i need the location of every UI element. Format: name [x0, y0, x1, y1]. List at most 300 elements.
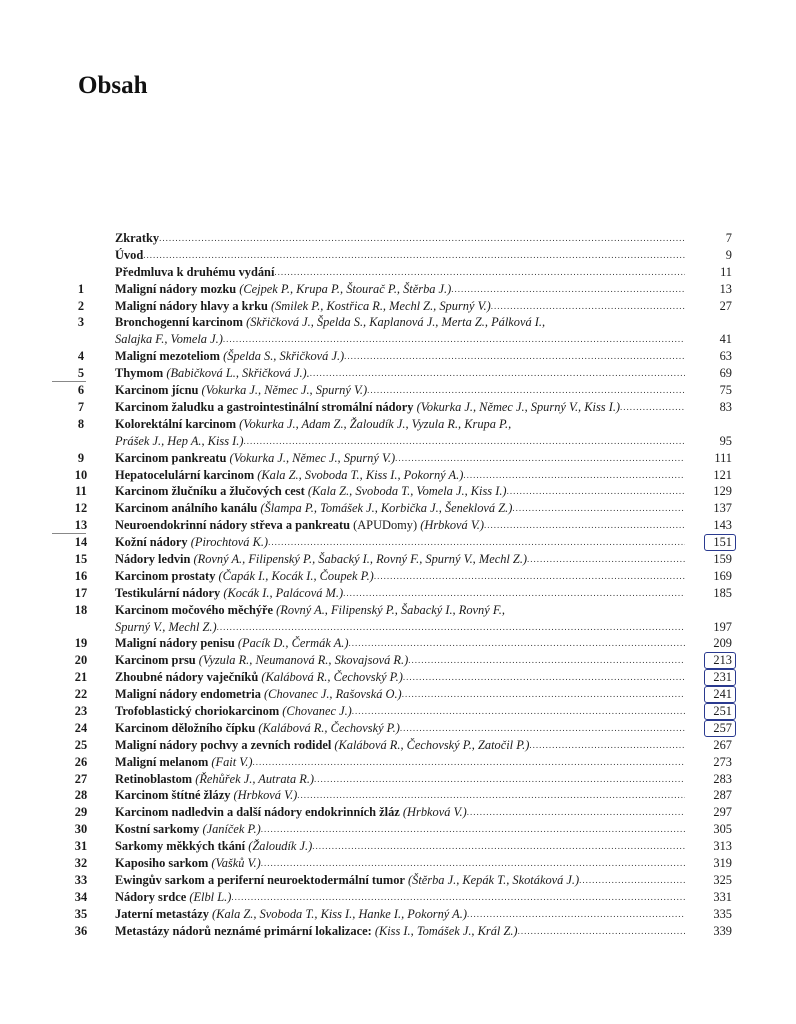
- toc-page-number: 151: [713, 535, 732, 550]
- toc-entry-body: [115, 551, 685, 568]
- toc-line: [115, 365, 685, 382]
- toc-line: [115, 923, 685, 940]
- toc-entry-text: [115, 652, 408, 669]
- page-title: Obsah: [78, 72, 148, 99]
- toc-page-number: 213: [713, 653, 732, 668]
- toc-entry-text: [115, 602, 505, 619]
- handwritten-bracket-mark: [704, 652, 736, 669]
- chapter-authors: (Rovný A., Filipenský P., Šabacký I., Rovný F., Spurný V., Mechl Z.): [193, 551, 528, 566]
- chapter-number: 36: [74, 923, 88, 938]
- toc-entry-text: [115, 889, 231, 906]
- dot-leader: [274, 264, 685, 281]
- toc-entry-text: [115, 754, 252, 771]
- chapter-number: 12: [74, 501, 88, 516]
- toc-page-number: 95: [719, 433, 732, 448]
- chapter-title: Bronchogenní karcinom: [115, 315, 243, 330]
- toc-front-matter-row: [0, 230, 796, 247]
- toc-entry-text: [115, 517, 484, 534]
- toc-page-number: 209: [713, 636, 732, 651]
- toc-entry-text: [115, 450, 395, 467]
- chapter-number: 29: [74, 805, 88, 820]
- toc-entry-text: [115, 906, 467, 923]
- toc-page-number: 251: [713, 703, 732, 718]
- toc-line: [115, 720, 685, 737]
- chapter-authors: (Kala Z., Svoboda T., Kiss I., Hanke I., Pokorný A.): [212, 906, 467, 921]
- toc-line: [115, 483, 685, 500]
- toc-entry-body: [115, 720, 685, 737]
- chapter-title: Maligní melanom: [115, 754, 209, 769]
- toc-line: [115, 787, 685, 804]
- toc-entry-title: Úvod: [115, 247, 144, 262]
- toc-page-number: 13: [719, 281, 732, 296]
- toc-line: [115, 737, 685, 754]
- toc-entry-body: [115, 230, 685, 247]
- toc-chapter-row: [0, 416, 796, 450]
- toc-line: [115, 298, 685, 315]
- chapter-title: Karcinom žlučníku a žlučových cest: [115, 484, 305, 499]
- toc-chapter-row: [0, 754, 796, 771]
- toc-line: [115, 703, 685, 720]
- chapter-title-suffix: (APUDomy): [353, 518, 418, 533]
- toc-entry-body: [115, 838, 685, 855]
- chapter-number: 31: [74, 839, 88, 854]
- dot-leader: [374, 568, 685, 585]
- chapter-authors-continued: Prášek J., Hep A., Kiss I.): [115, 433, 244, 448]
- toc-entry-body: [115, 602, 685, 636]
- toc-entry-body: [115, 669, 685, 686]
- toc-chapter-row: [0, 872, 796, 889]
- toc-entry-body: [115, 737, 685, 754]
- toc-entry-text: [115, 348, 344, 365]
- toc-entry-body: [115, 754, 685, 771]
- chapter-title: Karcinom análního kanálu: [115, 501, 258, 516]
- toc-line: [115, 804, 685, 821]
- chapter-number: 24: [74, 720, 88, 735]
- chapter-authors: (Čapák I., Kocák I., Čoupek P.): [218, 568, 374, 583]
- chapter-title: Maligní nádory penisu: [115, 636, 235, 651]
- toc-chapter-row: [0, 771, 796, 788]
- toc-entry-text: [115, 551, 527, 568]
- handwritten-bracket-mark: [704, 703, 736, 720]
- chapter-authors: (Hrbková V.): [420, 518, 485, 533]
- toc-page-number: 143: [713, 518, 732, 533]
- toc-line: [115, 348, 685, 365]
- toc-line: [115, 416, 685, 433]
- toc-chapter-row: [0, 467, 796, 484]
- chapter-number: 28: [74, 788, 88, 803]
- toc-chapter-row: [0, 652, 796, 669]
- toc-line: [115, 669, 685, 686]
- dot-leader: [463, 467, 685, 484]
- chapter-authors: (Vokurka J., Němec J., Spurný V., Kiss I.): [416, 399, 621, 414]
- toc-line: [115, 889, 685, 906]
- dot-leader: [403, 669, 685, 686]
- chapter-title: Karcinom děložního čípku: [115, 720, 256, 735]
- toc-front-matter-row: [0, 247, 796, 264]
- dot-leader: [400, 720, 685, 737]
- dot-leader: [223, 331, 685, 348]
- chapter-number: 4: [77, 349, 85, 364]
- toc-entry-text: [115, 855, 261, 872]
- toc-entry-title: Zkratky: [115, 231, 160, 245]
- chapter-number: 14: [74, 535, 88, 550]
- chapter-number: 32: [74, 856, 88, 870]
- toc-page-number: 11: [720, 264, 732, 279]
- chapter-number: 16: [74, 568, 88, 583]
- dot-leader: [268, 534, 685, 551]
- toc-page-number: 287: [713, 788, 732, 803]
- toc-line-continued: [115, 331, 685, 348]
- dot-leader: [261, 821, 685, 838]
- chapter-number: 22: [74, 687, 88, 702]
- toc-entry-body: [115, 585, 685, 602]
- chapter-authors: (Chovanec J., Rašovská O.): [264, 687, 402, 702]
- chapter-title: Hepatocelulární karcinom: [115, 467, 255, 482]
- chapter-title: Retinoblastom: [115, 771, 193, 786]
- toc-page-number: 129: [713, 484, 732, 499]
- toc-entry-body: [115, 568, 685, 585]
- chapter-number: 9: [77, 450, 85, 465]
- chapter-title: Kožní nádory: [115, 535, 188, 550]
- dot-leader: [243, 433, 685, 450]
- toc-entry-text: [115, 399, 620, 416]
- chapter-title: Karcinom močového měchýře: [115, 602, 274, 617]
- toc-entry-text: [115, 635, 349, 652]
- chapter-authors: (Rovný A., Filipenský P., Šabacký I., Rovný F.,: [276, 602, 505, 617]
- toc-page-number: 305: [713, 822, 732, 837]
- dot-leader: [512, 500, 685, 517]
- toc-entry-body: [115, 264, 685, 281]
- toc-entry-text: [115, 669, 403, 686]
- dot-leader: [529, 737, 685, 754]
- toc-line: [115, 585, 685, 602]
- chapter-title: Maligní nádory mozku: [115, 281, 237, 296]
- toc-entry-body: [115, 298, 685, 315]
- toc-chapter-row: [0, 635, 796, 652]
- chapter-title: Kolorektální karcinom: [115, 416, 237, 431]
- toc-page-number: 27: [719, 298, 732, 313]
- toc-page-number: 69: [719, 366, 732, 381]
- toc-entry-body: [115, 855, 685, 872]
- chapter-authors: (Vyzula R., Neumanová R., Skovajsová R.): [198, 653, 409, 668]
- toc-line: [115, 450, 685, 467]
- toc-entry-text: [115, 821, 261, 838]
- chapter-authors: (Pacík D., Čermák A.): [237, 636, 349, 651]
- dot-leader: [408, 652, 685, 669]
- toc-chapter-row: [0, 855, 796, 872]
- dot-leader: [518, 923, 685, 940]
- toc-entry-body: [115, 365, 685, 382]
- toc-chapter-row: [0, 483, 796, 500]
- toc-line: [115, 754, 685, 771]
- dot-leader: [367, 382, 685, 399]
- toc-line: [115, 838, 685, 855]
- toc-line: [115, 264, 685, 281]
- dot-leader: [314, 771, 685, 788]
- chapter-title: Nádory srdce: [115, 889, 187, 904]
- toc-line: [115, 821, 685, 838]
- chapter-title: Trofoblastický choriokarcinom: [115, 703, 280, 718]
- toc-page-number: 83: [719, 399, 732, 414]
- dot-leader: [467, 804, 685, 821]
- toc-page-number: 41: [719, 332, 732, 347]
- dot-leader: [352, 703, 685, 720]
- chapter-authors: (Elbl L.): [189, 889, 232, 904]
- toc-line: [115, 635, 685, 652]
- toc-chapter-row: [0, 314, 796, 348]
- chapter-title: Metastázy nádorů neznámé primární lokalizace:: [115, 923, 372, 938]
- dot-leader: [252, 754, 685, 771]
- toc-page-number: 297: [713, 805, 732, 820]
- toc-entry-text: [115, 787, 297, 804]
- toc-chapter-row: [0, 399, 796, 416]
- chapter-authors: (Kiss I., Tomášek J., Král Z.): [374, 923, 518, 938]
- dot-leader: [491, 298, 685, 315]
- toc-entry-body: [115, 281, 685, 298]
- toc-chapter-row: [0, 889, 796, 906]
- toc-entry-body: [115, 821, 685, 838]
- chapter-title: Maligní nádory pochvy a zevních rodidel: [115, 737, 332, 752]
- toc-entry-body: [115, 517, 685, 534]
- dot-leader: [507, 483, 685, 500]
- chapter-title: Karcinom štítné žlázy: [115, 788, 231, 803]
- toc-entry-body: [115, 804, 685, 821]
- dot-leader: [579, 872, 685, 889]
- chapter-title: Thymom: [115, 366, 164, 381]
- toc-chapter-row: [0, 382, 796, 399]
- chapter-authors: (Smilek P., Kostřica R., Mechl Z., Spurný V.): [270, 298, 491, 313]
- chapter-authors: (Řehůřek J., Autrata R.): [195, 771, 315, 786]
- toc-line: [115, 247, 685, 264]
- handwritten-bracket-mark: [704, 669, 736, 686]
- handwritten-bracket-mark: [704, 534, 736, 551]
- toc-chapter-row: [0, 669, 796, 686]
- toc-line: [115, 500, 685, 517]
- toc-chapter-row: [0, 348, 796, 365]
- chapter-title: Zhoubné nádory vaječníků: [115, 670, 259, 685]
- chapter-title: Jaterní metastázy: [115, 906, 209, 921]
- toc-line: [115, 281, 685, 298]
- dot-leader: [395, 450, 685, 467]
- toc-entry-text: [115, 585, 343, 602]
- chapter-authors: (Kalábová R., Čechovský P., Zatočil P.): [334, 737, 530, 752]
- toc-entry-text: [115, 771, 314, 788]
- toc-chapter-row: [0, 298, 796, 315]
- toc-page-number: 273: [713, 754, 732, 769]
- dot-leader: [217, 619, 685, 636]
- toc-entry-text: [115, 804, 467, 821]
- toc-line: [115, 551, 685, 568]
- toc-entry-body: [115, 416, 685, 450]
- chapter-number: 34: [74, 889, 88, 904]
- toc-entry-text: [115, 838, 312, 855]
- chapter-number: 8: [77, 416, 85, 431]
- toc-page-number: 197: [713, 619, 732, 634]
- toc-line: [115, 382, 685, 399]
- toc-entry-body: [115, 686, 685, 703]
- dot-leader: [231, 889, 685, 906]
- toc-entry-body: [115, 399, 685, 416]
- chapter-authors: (Kocák I., Palácová M.): [223, 585, 344, 600]
- chapter-authors: (Hrbková V.): [233, 788, 298, 803]
- toc-chapter-row: [0, 602, 796, 636]
- toc-entry-body: [115, 314, 685, 348]
- dot-leader: [349, 635, 686, 652]
- toc-entry-text: [115, 568, 374, 585]
- toc-chapter-row: [0, 450, 796, 467]
- toc-entry-text: [115, 382, 367, 399]
- toc-entry-text: [115, 720, 400, 737]
- toc-chapter-row: [0, 703, 796, 720]
- toc-chapter-row: [0, 906, 796, 923]
- toc-chapter-row: [0, 923, 796, 940]
- chapter-number: 17: [74, 585, 88, 600]
- toc-entry-text: [115, 298, 491, 315]
- toc-page-number: 335: [713, 906, 732, 921]
- table-of-contents: [0, 230, 796, 939]
- toc-line: [115, 686, 685, 703]
- toc-entry-body: [115, 906, 685, 923]
- chapter-title: Testikulární nádory: [115, 585, 221, 600]
- toc-page-number: 313: [713, 839, 732, 854]
- chapter-title: Karcinom nadledvin a další nádory endokrinních žláz: [115, 805, 400, 820]
- toc-line: [115, 602, 685, 619]
- toc-line: [115, 771, 685, 788]
- chapter-number: 19: [74, 636, 88, 651]
- chapter-number: 26: [74, 754, 88, 769]
- toc-entry-body: [115, 787, 685, 804]
- chapter-number: 3: [77, 315, 85, 330]
- toc-line: [115, 534, 685, 551]
- dot-leader: [159, 230, 685, 247]
- dot-leader: [467, 906, 685, 923]
- chapter-authors: (Vokurka J., Němec J., Spurný V.): [201, 383, 368, 398]
- chapter-number: 23: [74, 703, 88, 718]
- toc-line: [115, 652, 685, 669]
- toc-chapter-row: [0, 686, 796, 703]
- chapter-authors: (Kala Z., Svoboda T., Vomela J., Kiss I.): [307, 484, 507, 499]
- toc-page-number: 331: [713, 889, 732, 904]
- toc-chapter-row: [0, 534, 796, 551]
- chapter-authors: (Šlampa P., Tomášek J., Korbička J., Šeneklová Z.): [260, 501, 513, 516]
- toc-chapter-row: [0, 821, 796, 838]
- toc-chapter-row: [0, 568, 796, 585]
- toc-chapter-row: [0, 838, 796, 855]
- toc-page-number: 231: [713, 670, 732, 685]
- chapter-title: Neuroendokrinní nádory střeva a pankreatu: [115, 518, 350, 533]
- chapter-number: 30: [74, 822, 88, 837]
- chapter-number: 15: [74, 551, 88, 566]
- chapter-authors: (Chovanec J.): [282, 703, 352, 718]
- toc-entry-body: [115, 703, 685, 720]
- toc-line-continued: [115, 433, 685, 450]
- toc-line: [115, 568, 685, 585]
- chapter-number: 2: [77, 298, 85, 313]
- chapter-number: 7: [77, 399, 85, 414]
- chapter-authors: (Kalábová R., Čechovský P.): [258, 720, 400, 735]
- toc-entry-text: [115, 923, 518, 940]
- chapter-authors: (Skřičková J., Špelda S., Kaplanová J., Merta Z., Pálková I.,: [246, 315, 546, 330]
- chapter-number: 10: [74, 467, 88, 482]
- chapter-title: Karcinom jícnu: [115, 383, 199, 398]
- toc-chapter-row: [0, 804, 796, 821]
- toc-entry-body: [115, 247, 685, 264]
- chapter-number: 25: [74, 737, 88, 752]
- chapter-number: 11: [75, 484, 87, 499]
- dot-leader: [527, 551, 685, 568]
- toc-entry-body: [115, 635, 685, 652]
- toc-entry-body: [115, 382, 685, 399]
- handwritten-bracket-mark: [704, 720, 736, 737]
- toc-chapter-row: [0, 720, 796, 737]
- toc-page-number: 267: [713, 737, 732, 752]
- chapter-title: Karcinom prsu: [115, 653, 196, 668]
- toc-entry-text: [115, 872, 579, 889]
- toc-page-number: 75: [719, 383, 732, 398]
- toc-page-number: 241: [713, 687, 732, 702]
- toc-entry-text: [115, 416, 511, 433]
- dot-leader: [261, 855, 685, 872]
- toc-page-number: 169: [713, 568, 732, 583]
- toc-entry-body: [115, 889, 685, 906]
- toc-page-number: 185: [713, 585, 732, 600]
- dot-leader: [484, 517, 685, 534]
- toc-entry-body: [115, 483, 685, 500]
- toc-page-number: 63: [719, 349, 732, 364]
- chapter-number: 35: [74, 906, 88, 921]
- toc-line: [115, 467, 685, 484]
- chapter-authors: (Fait V.): [211, 754, 253, 769]
- chapter-authors: (Cejpek P., Krupa P., Štourač P., Štěrba J.): [239, 281, 452, 296]
- chapter-authors: (Pirochtová K.): [190, 535, 269, 550]
- toc-entry-text: [115, 703, 352, 720]
- toc-line: [115, 906, 685, 923]
- toc-entry-text: [115, 314, 545, 331]
- chapter-authors: (Vokurka J., Němec J., Spurný V.): [229, 450, 396, 465]
- toc-page-number: 111: [714, 450, 732, 465]
- toc-entry-body: [115, 923, 685, 940]
- dot-leader: [620, 399, 685, 416]
- toc-entry-text: [115, 686, 402, 703]
- toc-line-continued: [115, 619, 685, 636]
- chapter-authors: (Kala Z., Svoboda T., Kiss I., Pokorný A.): [257, 467, 464, 482]
- toc-line: [115, 855, 685, 872]
- toc-entry-text: [115, 483, 507, 500]
- chapter-title: Maligní mezoteliom: [115, 349, 220, 364]
- chapter-title: Karcinom žaludku a gastrointestinální stromální nádory: [115, 399, 414, 414]
- toc-entry-text: [115, 281, 451, 298]
- toc-chapter-row: [0, 585, 796, 602]
- toc-chapter-row: [0, 551, 796, 568]
- chapter-number: 20: [74, 653, 88, 668]
- dot-leader: [402, 686, 685, 703]
- toc-line: [115, 517, 685, 534]
- toc-page-number: 257: [713, 720, 732, 735]
- chapter-number: 33: [74, 872, 88, 887]
- chapter-authors: (Janíček P.): [202, 822, 261, 837]
- toc-chapter-row: [0, 517, 796, 534]
- toc-entry-body: [115, 872, 685, 889]
- toc-chapter-row: [0, 281, 796, 298]
- chapter-authors: (Žaloudík J.): [248, 839, 313, 854]
- dot-leader: [344, 348, 685, 365]
- toc-chapter-row: [0, 365, 796, 382]
- chapter-number: 5: [77, 366, 85, 381]
- toc-entry-body: [115, 348, 685, 365]
- dot-leader: [312, 838, 685, 855]
- toc-page-number: 7: [725, 231, 732, 245]
- toc-line: [115, 230, 685, 247]
